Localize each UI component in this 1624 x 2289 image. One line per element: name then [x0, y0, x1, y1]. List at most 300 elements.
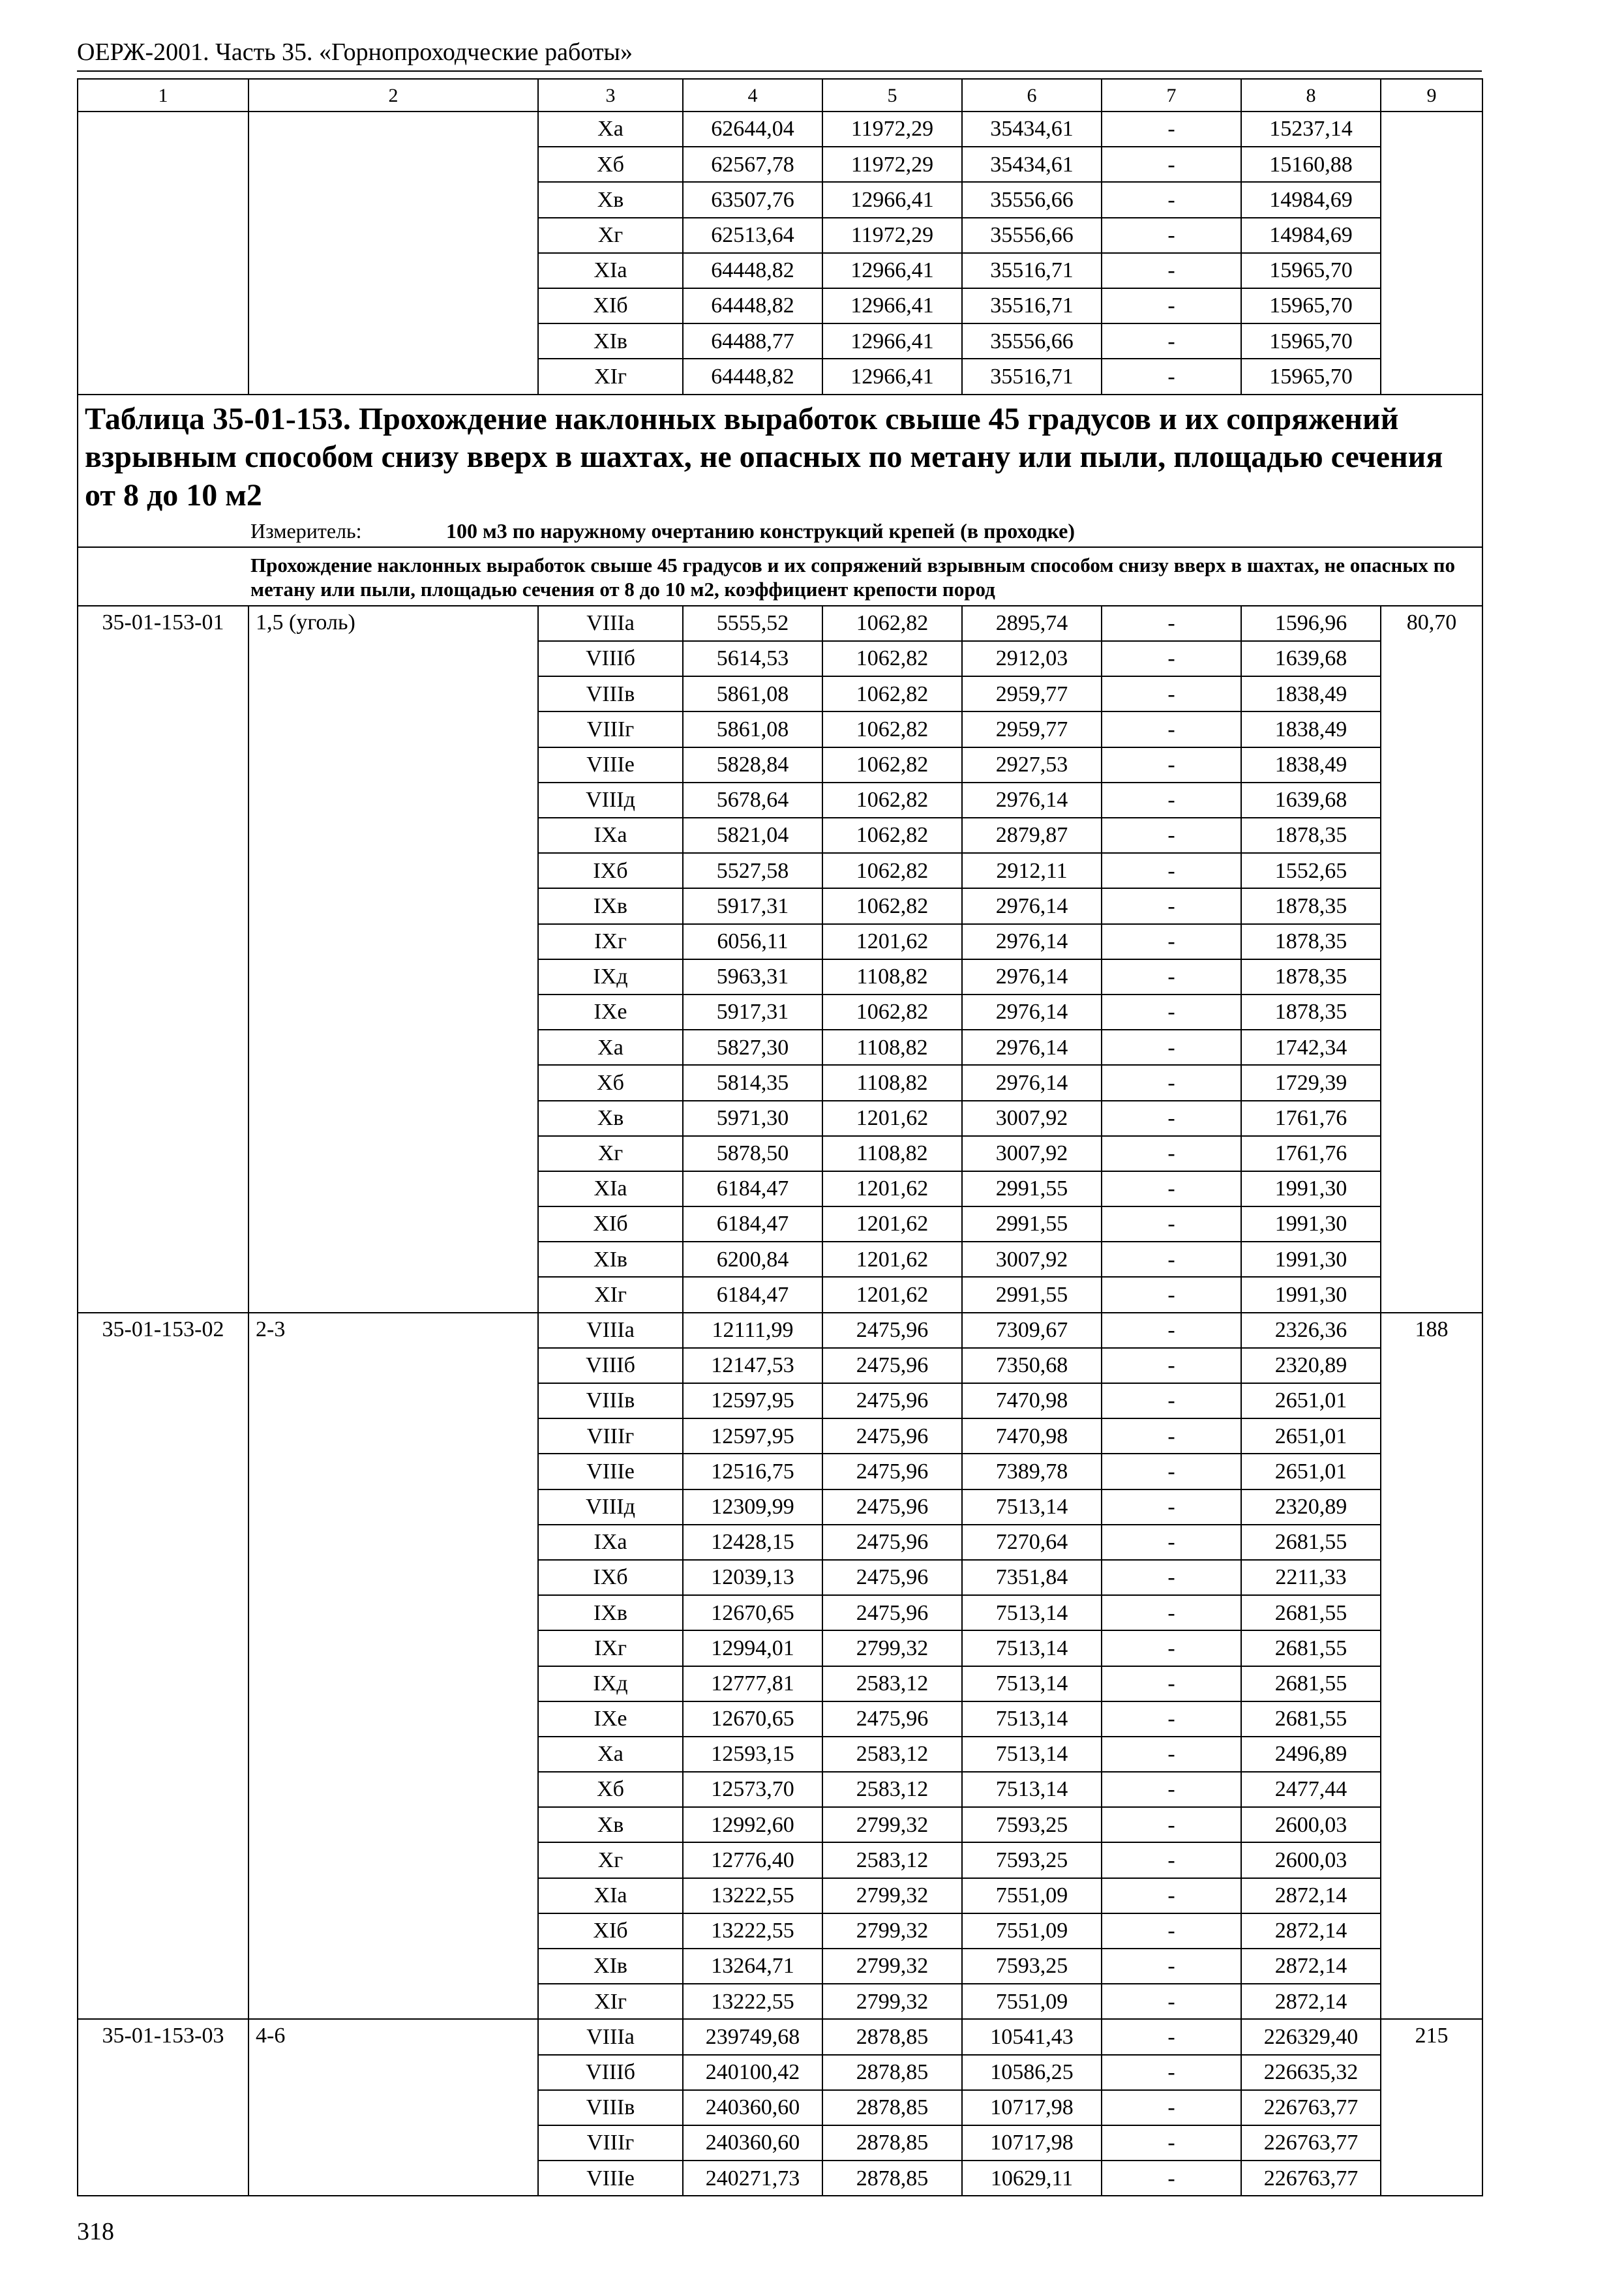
table-cell: 7593,25 [962, 1807, 1102, 1842]
table-cell: 62567,78 [683, 147, 822, 182]
table-cell: 12309,99 [683, 1489, 822, 1525]
table-cell: 2872,14 [1241, 1984, 1381, 2019]
table-cell: 1742,34 [1241, 1030, 1381, 1065]
table-cell: VIIIв [538, 2090, 683, 2125]
table-cell: 7513,14 [962, 1701, 1102, 1737]
table-cell: 1991,30 [1241, 1206, 1381, 1242]
meter-label: Измеритель: [250, 519, 362, 543]
table-cell: 64448,82 [683, 253, 822, 288]
column-number-row [78, 79, 1482, 112]
table-cell: 15965,70 [1241, 359, 1381, 394]
table-cell: XIг [538, 1984, 683, 2019]
table-cell: VIIIд [538, 1489, 683, 1525]
extra-cell [1381, 112, 1482, 395]
table-cell: - [1102, 1383, 1241, 1418]
table-cell: 1062,82 [822, 995, 962, 1030]
table-cell: 2879,87 [962, 818, 1102, 853]
table-cell: 7551,09 [962, 1984, 1102, 2019]
table-cell: 12994,01 [683, 1630, 822, 1666]
table-cell: 3007,92 [962, 1242, 1102, 1277]
table-cell: 7593,25 [962, 1842, 1102, 1878]
table-cell: 5614,53 [683, 641, 822, 676]
table-cell: - [1102, 1984, 1241, 2019]
table-cell: VIIIд [538, 783, 683, 818]
table-cell: 3007,92 [962, 1101, 1102, 1136]
table-cell: VIIIа [538, 1313, 683, 1348]
table-cell: 2878,85 [822, 2090, 962, 2125]
table-cell: 1639,68 [1241, 783, 1381, 818]
table-row [78, 2019, 1482, 2054]
table-cell: 7513,14 [962, 1595, 1102, 1630]
table-cell: 2326,36 [1241, 1313, 1381, 1348]
table-cell: 12593,15 [683, 1737, 822, 1772]
table-cell: 64448,82 [683, 359, 822, 394]
table-cell: 62644,04 [683, 112, 822, 147]
table-cell: 1761,76 [1241, 1136, 1381, 1171]
table-cell: Xа [538, 1737, 683, 1772]
table-cell: - [1102, 1949, 1241, 1984]
table-cell: 7551,09 [962, 1913, 1102, 1949]
table-cell: 35516,71 [962, 359, 1102, 394]
table-cell: 2320,89 [1241, 1489, 1381, 1525]
table-cell: 2651,01 [1241, 1454, 1381, 1489]
table-cell: 12966,41 [822, 253, 962, 288]
table-cell: VIIIб [538, 1348, 683, 1383]
table-cell: 2799,32 [822, 1878, 962, 1913]
table-cell: 6184,47 [683, 1277, 822, 1312]
table-cell: 2878,85 [822, 2019, 962, 2054]
table-cell: 1729,39 [1241, 1065, 1381, 1100]
table-cell: 35516,71 [962, 253, 1102, 288]
table-cell: 7351,84 [962, 1560, 1102, 1595]
table-cell: 226329,40 [1241, 2019, 1381, 2054]
extra-cell: 80,70 [1381, 606, 1482, 1313]
table-cell: VIIIг [538, 2125, 683, 2161]
table-cell: - [1102, 112, 1241, 147]
table-cell: - [1102, 818, 1241, 853]
table-cell: Xб [538, 147, 683, 182]
table-cell: 12597,95 [683, 1383, 822, 1418]
column-number: 9 [1381, 79, 1482, 112]
table-cell: - [1102, 1842, 1241, 1878]
table-cell: 239749,68 [683, 2019, 822, 2054]
table-cell: 1062,82 [822, 606, 962, 641]
code-cell: 35-01-153-02 [78, 1313, 248, 2020]
table-cell: 13222,55 [683, 1913, 822, 1949]
table-cell: 2477,44 [1241, 1772, 1381, 1807]
page-number: 318 [77, 2218, 114, 2245]
table-cell: 1878,35 [1241, 818, 1381, 853]
table-cell: 7513,14 [962, 1630, 1102, 1666]
table-cell: 10629,11 [962, 2161, 1102, 2196]
table-cell: 1108,82 [822, 1065, 962, 1100]
table-cell: - [1102, 606, 1241, 641]
table-cell: 1062,82 [822, 676, 962, 711]
table-cell: 5678,64 [683, 783, 822, 818]
column-number: 6 [962, 79, 1102, 112]
rock-cell: 4-6 [248, 2019, 538, 2196]
table-cell: 10717,98 [962, 2090, 1102, 2125]
table-cell: VIIIб [538, 2055, 683, 2090]
table-cell: 12992,60 [683, 1807, 822, 1842]
table-row [78, 112, 1482, 147]
table-cell: VIIIг [538, 711, 683, 747]
table-cell: 2475,96 [822, 1489, 962, 1525]
table-cell: 10541,43 [962, 2019, 1102, 2054]
code-cell: 35-01-153-01 [78, 606, 248, 1313]
table-cell: 5917,31 [683, 888, 822, 923]
table-cell: 2475,96 [822, 1454, 962, 1489]
table-cell: - [1102, 2090, 1241, 2125]
table-cell: 226763,77 [1241, 2161, 1381, 2196]
table-cell: 5828,84 [683, 747, 822, 783]
table-cell: 2799,32 [822, 1807, 962, 1842]
table-cell: 3007,92 [962, 1136, 1102, 1171]
rock-cell [248, 112, 538, 395]
table-cell: 14984,69 [1241, 218, 1381, 253]
column-number: 7 [1102, 79, 1241, 112]
table-cell: 10586,25 [962, 2055, 1102, 2090]
table-cell: - [1102, 924, 1241, 959]
table-cell: - [1102, 747, 1241, 783]
table-subtitle-row [78, 547, 1482, 606]
table-cell: - [1102, 1171, 1241, 1206]
table-cell: 7513,14 [962, 1737, 1102, 1772]
table-cell: 2872,14 [1241, 1913, 1381, 1949]
table-cell: 35434,61 [962, 112, 1102, 147]
table-cell: IXа [538, 1525, 683, 1560]
table-cell: Xг [538, 1136, 683, 1171]
table-cell: 2976,14 [962, 1065, 1102, 1100]
table-cell: XIа [538, 1878, 683, 1913]
table-cell: 2976,14 [962, 888, 1102, 923]
table-cell: VIIIб [538, 641, 683, 676]
column-number: 5 [822, 79, 962, 112]
table-cell: 35556,66 [962, 182, 1102, 217]
table-cell: - [1102, 1595, 1241, 1630]
table-cell: - [1102, 218, 1241, 253]
table-cell: 2475,96 [822, 1348, 962, 1383]
table-cell: 7309,67 [962, 1313, 1102, 1348]
table-cell: 2211,33 [1241, 1560, 1381, 1595]
table-cell: VIIIв [538, 1383, 683, 1418]
table-cell: VIIIе [538, 2161, 683, 2196]
table-cell: 2583,12 [822, 1842, 962, 1878]
table-cell: 2872,14 [1241, 1878, 1381, 1913]
table-cell: - [1102, 1772, 1241, 1807]
table-cell: 2976,14 [962, 924, 1102, 959]
table-cell: 5555,52 [683, 606, 822, 641]
table-cell: - [1102, 853, 1241, 888]
table-cell: 2991,55 [962, 1206, 1102, 1242]
table-cell: 15965,70 [1241, 288, 1381, 323]
table-cell: 12428,15 [683, 1525, 822, 1560]
table-cell: 15965,70 [1241, 253, 1381, 288]
table-cell: 1838,49 [1241, 711, 1381, 747]
table-cell: 1201,62 [822, 1101, 962, 1136]
table-cell: 13222,55 [683, 1984, 822, 2019]
table-cell: - [1102, 1807, 1241, 1842]
table-cell: 2912,03 [962, 641, 1102, 676]
column-number: 2 [248, 79, 538, 112]
table-cell: - [1102, 1454, 1241, 1489]
table-cell: 2681,55 [1241, 1701, 1381, 1737]
table-cell: 7513,14 [962, 1666, 1102, 1701]
column-number: 3 [538, 79, 683, 112]
table-cell: 14984,69 [1241, 182, 1381, 217]
table-cell: 7513,14 [962, 1772, 1102, 1807]
table-cell: 5971,30 [683, 1101, 822, 1136]
table-cell: 2583,12 [822, 1737, 962, 1772]
table-cell: 11972,29 [822, 218, 962, 253]
table-cell: 2651,01 [1241, 1383, 1381, 1418]
table-cell: - [1102, 783, 1241, 818]
table-cell: - [1102, 359, 1241, 394]
rock-cell: 1,5 (уголь) [248, 606, 538, 1313]
table-cell: 1201,62 [822, 1171, 962, 1206]
rock-cell: 2-3 [248, 1313, 538, 2020]
table-cell: Xв [538, 1807, 683, 1842]
table-cell: - [1102, 959, 1241, 995]
table-cell: 7513,14 [962, 1489, 1102, 1525]
table-cell: IXе [538, 1701, 683, 1737]
column-number: 8 [1241, 79, 1381, 112]
table-cell: VIIIе [538, 1454, 683, 1489]
table-cell: 5527,58 [683, 853, 822, 888]
header-rule [77, 70, 1482, 72]
column-number: 4 [683, 79, 822, 112]
table-cell: 1991,30 [1241, 1277, 1381, 1312]
table-cell: 2799,32 [822, 1949, 962, 1984]
table-cell: 2878,85 [822, 2161, 962, 2196]
table-cell: IXе [538, 995, 683, 1030]
table-cell: - [1102, 995, 1241, 1030]
table-cell: XIв [538, 323, 683, 359]
table-cell: 1201,62 [822, 1206, 962, 1242]
table-cell: - [1102, 288, 1241, 323]
table-cell: 1062,82 [822, 783, 962, 818]
table-cell: 6184,47 [683, 1171, 822, 1206]
table-cell: IXв [538, 888, 683, 923]
table-cell: 35516,71 [962, 288, 1102, 323]
table-cell: - [1102, 1206, 1241, 1242]
table-cell: XIв [538, 1242, 683, 1277]
table-cell: 240100,42 [683, 2055, 822, 2090]
table-cell: 1062,82 [822, 853, 962, 888]
table-cell: 12039,13 [683, 1560, 822, 1595]
table-cell: Xв [538, 1101, 683, 1136]
table-cell: 2475,96 [822, 1560, 962, 1595]
table-cell: 1062,82 [822, 711, 962, 747]
table-cell: 12111,99 [683, 1313, 822, 1348]
table-cell: 240360,60 [683, 2090, 822, 2125]
table-cell: - [1102, 2125, 1241, 2161]
table-cell: 1878,35 [1241, 924, 1381, 959]
table-cell: 2475,96 [822, 1418, 962, 1454]
table-cell: 2681,55 [1241, 1666, 1381, 1701]
table-cell: 240271,73 [683, 2161, 822, 2196]
table-cell: 12147,53 [683, 1348, 822, 1383]
table-cell: 5861,08 [683, 676, 822, 711]
table-cell: - [1102, 2161, 1241, 2196]
table-cell: 63507,76 [683, 182, 822, 217]
table-cell: 2991,55 [962, 1277, 1102, 1312]
table-cell: 15237,14 [1241, 112, 1381, 147]
table-cell: 2959,77 [962, 676, 1102, 711]
table-cell: 2927,53 [962, 747, 1102, 783]
table-cell: 12966,41 [822, 288, 962, 323]
table-cell: 2991,55 [962, 1171, 1102, 1206]
table-cell: - [1102, 676, 1241, 711]
page-header: ОЕРЖ-2001. Часть 35. «Горнопроходческие работы» [77, 38, 633, 66]
table-cell: 1201,62 [822, 924, 962, 959]
table-title-cell [78, 395, 1482, 547]
table-cell: - [1102, 888, 1241, 923]
table-cell: XIб [538, 1206, 683, 1242]
table-cell: 5878,50 [683, 1136, 822, 1171]
table-cell: - [1102, 1560, 1241, 1595]
table-cell: 1838,49 [1241, 676, 1381, 711]
table-cell: 2976,14 [962, 783, 1102, 818]
table-cell: 64448,82 [683, 288, 822, 323]
table-cell: 2583,12 [822, 1772, 962, 1807]
table-cell: - [1102, 1136, 1241, 1171]
table-cell: 7470,98 [962, 1383, 1102, 1418]
table-cell: IXб [538, 853, 683, 888]
table-cell: 1878,35 [1241, 995, 1381, 1030]
table-cell: IXв [538, 1595, 683, 1630]
rates-table [77, 78, 1483, 2196]
table-cell: 226635,32 [1241, 2055, 1381, 2090]
table-cell: IXг [538, 1630, 683, 1666]
table-subtitle: Прохождение наклонных выработок свыше 45 градусов и их сопряжений взрывным способом снизу вверх в шахтах, не опасных по метану или пыли, площадью сечения от 8 до 10 м2, коэффициент крепости пород [78, 547, 1482, 606]
table-cell: 13264,71 [683, 1949, 822, 1984]
table-cell: 1639,68 [1241, 641, 1381, 676]
table-cell: - [1102, 147, 1241, 182]
table-cell: 226763,77 [1241, 2125, 1381, 2161]
table-cell: VIIIе [538, 747, 683, 783]
table-cell: - [1102, 1489, 1241, 1525]
table-cell: 2878,85 [822, 2125, 962, 2161]
table-cell: 1062,82 [822, 641, 962, 676]
table-cell: 2895,74 [962, 606, 1102, 641]
table-cell: 2912,11 [962, 853, 1102, 888]
table-cell: Xг [538, 218, 683, 253]
table-cell: 6056,11 [683, 924, 822, 959]
table-cell: 1062,82 [822, 818, 962, 853]
code-cell [78, 112, 248, 395]
table-cell: 6200,84 [683, 1242, 822, 1277]
table-cell: - [1102, 323, 1241, 359]
table-cell: Xв [538, 182, 683, 217]
table-cell: - [1102, 2055, 1241, 2090]
table-cell: 12597,95 [683, 1418, 822, 1454]
table-cell: 7350,68 [962, 1348, 1102, 1383]
table-cell: 5814,35 [683, 1065, 822, 1100]
table-cell: VIIIг [538, 1418, 683, 1454]
table-cell: - [1102, 1418, 1241, 1454]
table-cell: XIб [538, 288, 683, 323]
table-cell: 5861,08 [683, 711, 822, 747]
table-cell: - [1102, 1701, 1241, 1737]
table-cell: - [1102, 1630, 1241, 1666]
table-cell: IXб [538, 1560, 683, 1595]
table-cell: IXг [538, 924, 683, 959]
table-cell: 2976,14 [962, 959, 1102, 995]
table-cell: 12670,65 [683, 1701, 822, 1737]
table-cell: 7470,98 [962, 1418, 1102, 1454]
table-cell: 2320,89 [1241, 1348, 1381, 1383]
table-cell: Xг [538, 1842, 683, 1878]
table-cell: - [1102, 2019, 1241, 2054]
table-cell: 1878,35 [1241, 888, 1381, 923]
table-cell: - [1102, 1737, 1241, 1772]
table-cell: 2583,12 [822, 1666, 962, 1701]
extra-cell: 188 [1381, 1313, 1482, 2020]
table-cell: Xб [538, 1065, 683, 1100]
table-cell: 12776,40 [683, 1842, 822, 1878]
table-cell: 240360,60 [683, 2125, 822, 2161]
table-cell: 12777,81 [683, 1666, 822, 1701]
table-cell: VIIIв [538, 676, 683, 711]
table-cell: 1552,65 [1241, 853, 1381, 888]
table-cell: 1991,30 [1241, 1242, 1381, 1277]
table-cell: 2872,14 [1241, 1949, 1381, 1984]
table-cell: Xб [538, 1772, 683, 1807]
table-cell: IXд [538, 1666, 683, 1701]
table-cell: 64488,77 [683, 323, 822, 359]
table-cell: - [1102, 641, 1241, 676]
table-cell: 2600,03 [1241, 1842, 1381, 1878]
table-cell: 1062,82 [822, 888, 962, 923]
table-cell: 5963,31 [683, 959, 822, 995]
table-cell: 2799,32 [822, 1913, 962, 1949]
table-cell: 1761,76 [1241, 1101, 1381, 1136]
table-cell: IXд [538, 959, 683, 995]
rates-table-body [78, 79, 1482, 2196]
table-cell: - [1102, 253, 1241, 288]
table-cell: IXа [538, 818, 683, 853]
column-number: 1 [78, 79, 248, 112]
meter-line [85, 518, 1477, 543]
table-cell: 2475,96 [822, 1595, 962, 1630]
table-cell: 62513,64 [683, 218, 822, 253]
meter-value: 100 м3 по наружному очертанию конструкций крепей (в проходке) [446, 519, 1075, 543]
table-cell: 10717,98 [962, 2125, 1102, 2161]
table-cell: - [1102, 1030, 1241, 1065]
table-cell: 12573,70 [683, 1772, 822, 1807]
table-cell: VIIIа [538, 2019, 683, 2054]
table-cell: 1878,35 [1241, 959, 1381, 995]
table-cell: 5827,30 [683, 1030, 822, 1065]
table-cell: 2475,96 [822, 1313, 962, 1348]
table-cell: - [1102, 1913, 1241, 1949]
table-cell: 2878,85 [822, 2055, 962, 2090]
table-row [78, 1313, 1482, 1348]
table-cell: XIб [538, 1913, 683, 1949]
table-cell: 1108,82 [822, 1136, 962, 1171]
table-cell: 12966,41 [822, 359, 962, 394]
table-cell: 2976,14 [962, 995, 1102, 1030]
table-cell: - [1102, 1277, 1241, 1312]
table-cell: 2681,55 [1241, 1595, 1381, 1630]
table-cell: 2475,96 [822, 1383, 962, 1418]
table-cell: - [1102, 1525, 1241, 1560]
table-cell: 1838,49 [1241, 747, 1381, 783]
table-cell: 12670,65 [683, 1595, 822, 1630]
table-cell: XIа [538, 1171, 683, 1206]
table-cell: 7593,25 [962, 1949, 1102, 1984]
